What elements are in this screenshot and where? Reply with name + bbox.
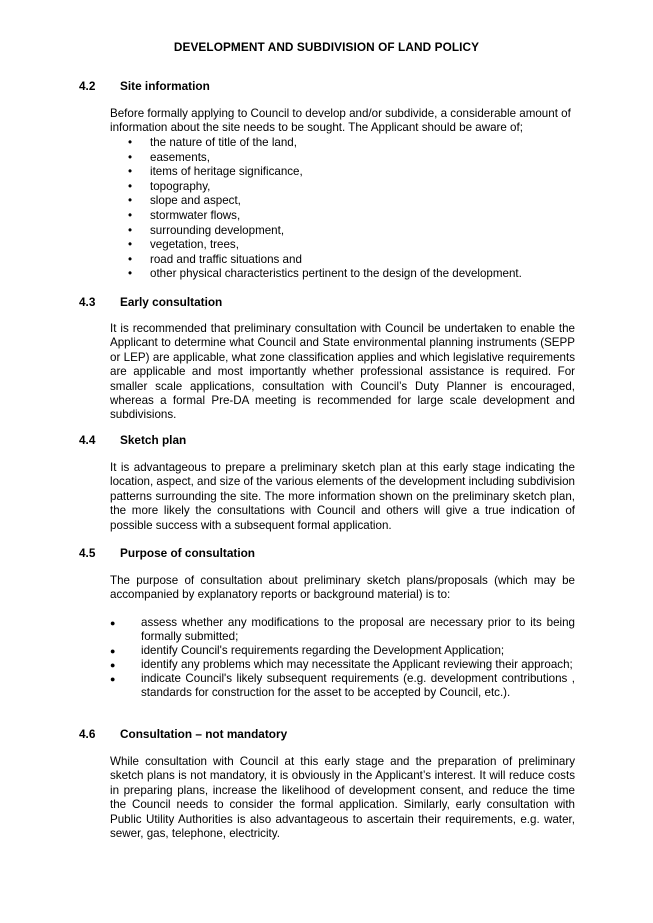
section-paragraph: The purpose of consultation about preliminary sketch plans/proposals (which may be accompanied by explanatory reports or background material) is to: (110, 574, 575, 602)
section-paragraph: It is recommended that preliminary consultation with Council be undertaken to enable the Applicant to determine what Council and State environmental planning instruments (SEPP or LEP) are applicable, what zone classification applies and which legislative requirements are applicable and most importantly whether professional assistance is required. For smaller scale applications, consultation with Council’s Duty Planner is encouraged, whereas a formal Pre-DA meeting is recommended for large scale development and subdivisions. (110, 322, 575, 422)
consultation-purpose-list (110, 616, 575, 700)
section-paragraph: It is advantageous to prepare a preliminary sketch plan at this early stage indicating the location, aspect, and size of the various elements of the development including subdivision patterns surrounding the site. The more information shown on the preliminary sketch plan, the more likely the consultations with Council and others will give a true indication of possible success with a subsequent formal application. (110, 461, 575, 532)
list-item: • easements, (128, 150, 210, 164)
bullet-icon: • (128, 208, 133, 222)
section-paragraph: Before formally applying to Council to develop and/or subdivide, a considerable amount of information about the site needs to be sought. The Applicant should be aware of; (110, 107, 571, 135)
bullet-icon: ● (110, 660, 116, 670)
list-item: • stormwater flows, (128, 208, 241, 222)
section-heading-4-3 (79, 295, 222, 309)
section-heading-4-6 (79, 727, 287, 741)
bullet-icon: • (128, 179, 133, 193)
section-heading-4-5 (79, 546, 255, 560)
section-number: 4.3 (79, 295, 96, 309)
section-title: Early consultation (120, 295, 223, 309)
section-title: Consultation – not mandatory (120, 727, 288, 741)
bullet-icon: • (128, 267, 133, 281)
bullet-icon: • (128, 223, 133, 237)
section-number: 4.4 (79, 433, 96, 447)
list-item: • vegetation, trees, (128, 238, 239, 252)
section-heading-4-2 (79, 79, 210, 93)
list-item: ● assess whether any modifications to the proposal are necessary prior to its being formally submitted; (110, 616, 575, 643)
bullet-icon: • (128, 194, 133, 208)
bullet-icon: ● (110, 646, 116, 656)
bullet-icon: • (128, 238, 133, 252)
list-item: • road and traffic situations and (128, 252, 302, 266)
section-title: Sketch plan (120, 433, 187, 447)
list-item: • surrounding development, (128, 223, 285, 237)
section-number: 4.5 (79, 546, 96, 560)
bullet-icon: • (128, 150, 133, 164)
list-item: ● identify Council's requirements regarding the Development Application; (110, 644, 505, 657)
section-number: 4.6 (79, 727, 96, 741)
list-item: ● indicate Council's likely subsequent requirements (e.g. development contributions , standards for construction for the asset to be accepted by Council, etc.). (110, 672, 575, 699)
bullet-icon: ● (110, 674, 116, 684)
list-item: • slope and aspect, (128, 194, 241, 208)
section-title: Site information (120, 79, 210, 93)
section-paragraph: While consultation with Council at this early stage and the preparation of preliminary sketch plans is not mandatory, it is obviously in the Applicant’s interest. It will reduce costs in preparing plans, increase the likelihood of development consent, and reduce the time the Council needs to consider the formal application. Similarly, early consultation with Public Utility Authorities is also advantageous to ascertain their requirements, e.g. water, sewer, gas, telephone, electricity. (110, 755, 575, 841)
document-title: DEVELOPMENT AND SUBDIVISION OF LAND POLICY (173, 40, 480, 54)
bullet-icon: • (128, 165, 133, 179)
list-item: • other physical characteristics pertinent to the design of the development. (128, 267, 522, 281)
list-item: • topography, (128, 179, 211, 193)
bullet-icon: • (128, 136, 133, 149)
site-info-list (110, 136, 580, 282)
bullet-icon: ● (110, 618, 116, 628)
list-item: • the nature of title of the land, (128, 136, 297, 149)
section-heading-4-4 (79, 433, 186, 447)
section-number: 4.2 (79, 79, 96, 93)
section-title: Purpose of consultation (120, 546, 256, 560)
list-item: • items of heritage significance, (128, 165, 303, 179)
list-item: ● identify any problems which may necessitate the Applicant reviewing their approach; (110, 658, 573, 671)
bullet-icon: • (128, 252, 133, 266)
